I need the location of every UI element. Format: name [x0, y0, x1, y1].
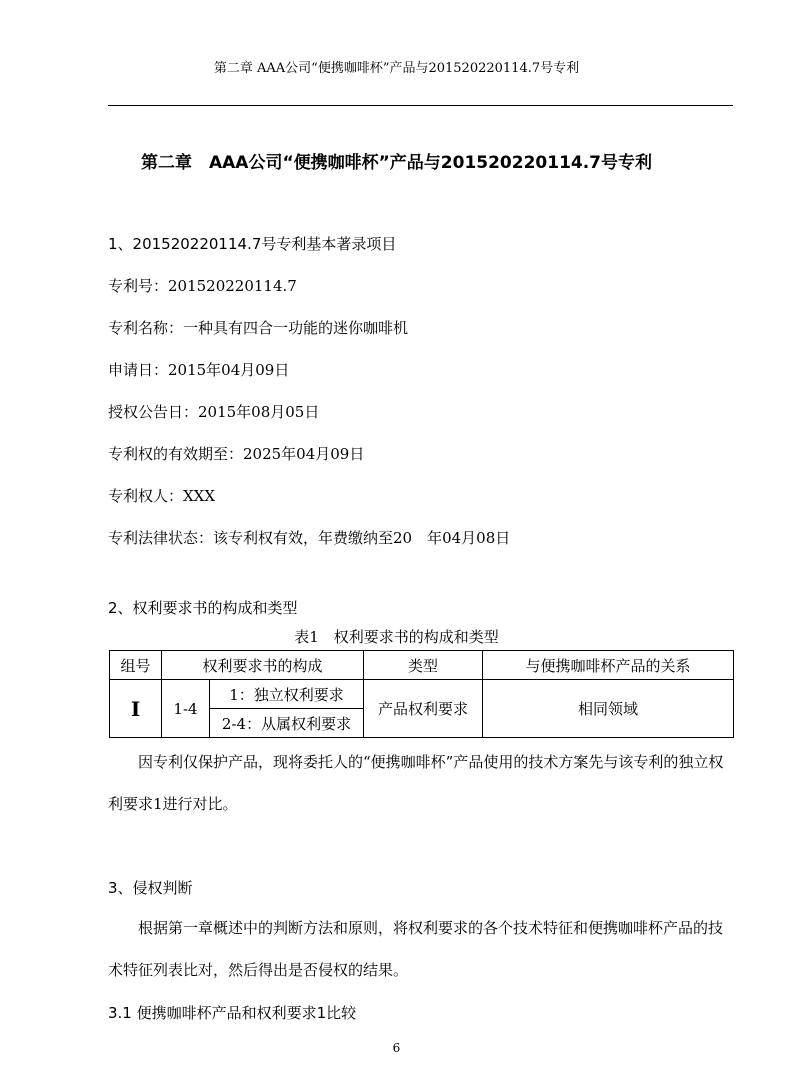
- section-3-heading: 3、侵权判断: [108, 879, 193, 897]
- header-rule: [108, 105, 733, 106]
- table-header-cell: 与便携咖啡杯产品的关系: [483, 651, 734, 680]
- relation-cell: 相同领域: [483, 680, 734, 738]
- table-header-cell: 类型: [364, 651, 483, 680]
- dependent-claim-cell: 2-4：从属权利要求: [210, 709, 364, 738]
- independent-claim-cell: 1：独立权利要求: [210, 680, 364, 709]
- section-1-heading: 1、201520220114.7号专利基本著录项目: [108, 235, 397, 253]
- table-caption: 表1 权利要求书的构成和类型: [294, 628, 499, 646]
- table-header-cell: 组号: [110, 651, 162, 680]
- patent-name: 专利名称：一种具有四合一功能的迷你咖啡机: [108, 319, 409, 337]
- patent-number: 专利号：201520220114.7: [108, 277, 297, 295]
- table-row: [110, 680, 734, 709]
- claims-table: [109, 650, 734, 738]
- judgment-paragraph: 根据第一章概述中的判断方法和原则，将权利要求的各个技术特征和便携咖啡杯产品的技术特征列表比对，然后得出是否侵权的结果。: [108, 919, 724, 979]
- chapter-title: 第二章 AAA公司“便携咖啡杯”产品与201520220114.7号专利: [140, 153, 653, 173]
- page-header: 第二章 AAA公司“便携咖啡杯”产品与201520220114.7号专利: [213, 61, 580, 76]
- subsection-heading: 3.1 便携咖啡杯产品和权利要求1比较: [108, 1004, 357, 1022]
- page-number: 6: [392, 1041, 401, 1055]
- grant-date: 授权公告日：2015年08月05日: [108, 403, 320, 421]
- range-cell: 1-4: [162, 680, 210, 738]
- group-cell: I: [110, 680, 162, 738]
- legal-status: 专利法律状态：该专利权有效，年费缴纳至20 年04月08日: [108, 529, 511, 547]
- table-header-row: [110, 651, 734, 680]
- table-header-cell: 权利要求书的构成: [162, 651, 364, 680]
- section-2-heading: 2、权利要求书的构成和类型: [108, 599, 298, 617]
- validity-date: 专利权的有效期至：2025年04月09日: [108, 445, 365, 463]
- type-cell: 产品权利要求: [364, 680, 483, 738]
- comparison-paragraph: 因专利仅保护产品，现将委托人的“便携咖啡杯”产品使用的技术方案先与该专利的独立权利要求1进行对比。: [108, 753, 724, 813]
- patentee: 专利权人：XXX: [108, 487, 216, 505]
- application-date: 申请日：2015年04月09日: [108, 361, 290, 379]
